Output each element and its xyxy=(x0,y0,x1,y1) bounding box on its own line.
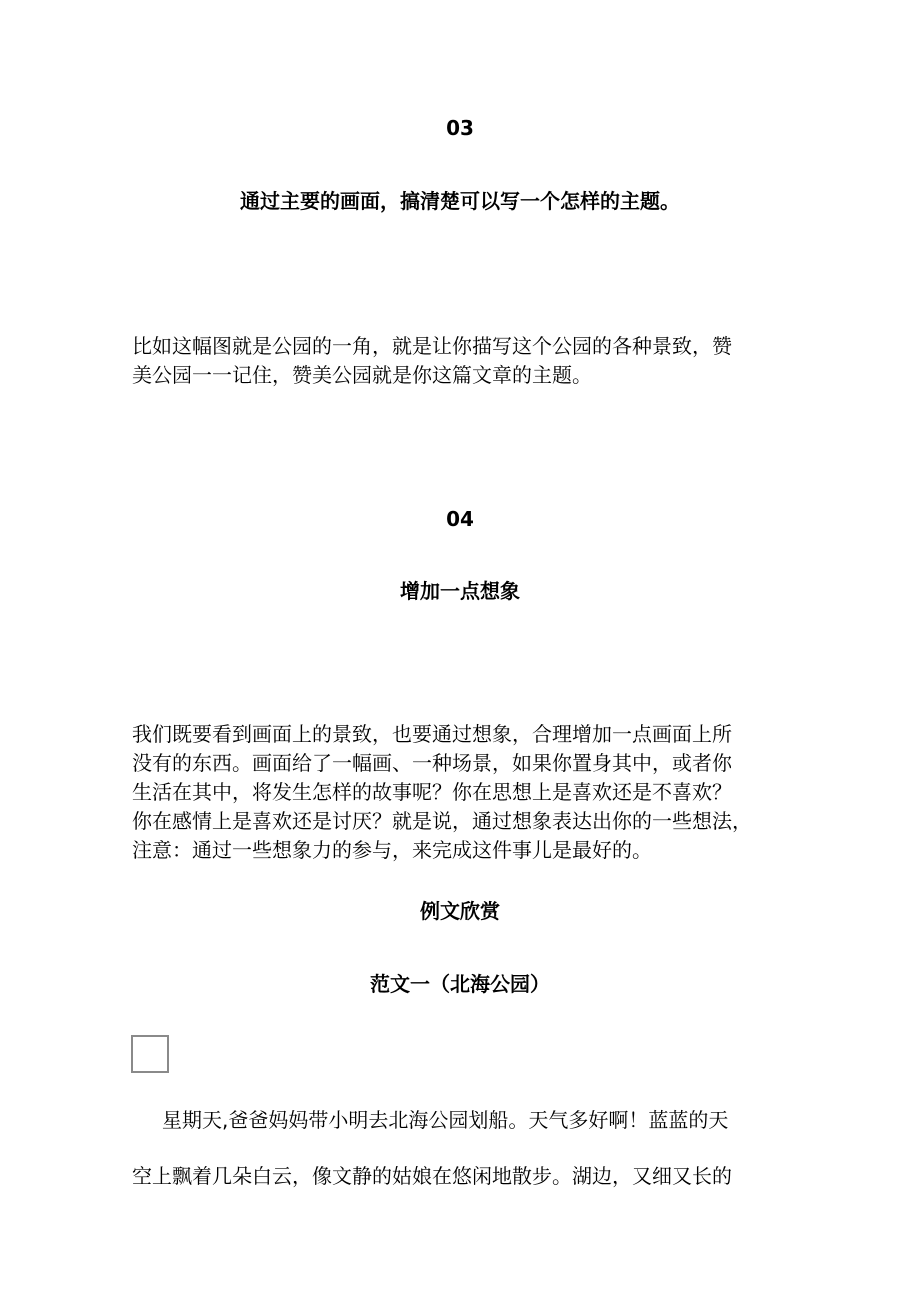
paragraph-line: 生活在其中，将发生怎样的故事呢？你在思想上是喜欢还是不喜欢？ xyxy=(132,780,732,804)
paragraph-theme xyxy=(132,332,804,390)
section-number-04: 04 xyxy=(446,507,474,531)
image-placeholder-icon xyxy=(131,1035,169,1073)
examples-title: 例文欣赏 xyxy=(420,899,500,923)
section-heading-imagination: 增加一点想象 xyxy=(400,579,520,603)
essay-title: 范文一（北海公园） xyxy=(370,972,550,996)
paragraph-line: 你在感情上是喜欢还是讨厌？就是说，通过想象表达出你的一些想法， xyxy=(132,809,752,833)
paragraph-line: 我们既要看到画面上的景致，也要通过想象，合理增加一点画面上所 xyxy=(132,722,732,746)
essay-body xyxy=(132,1092,804,1204)
section-number-03: 03 xyxy=(446,116,474,140)
essay-line: 空上飘着几朵白云，像文静的姑娘在悠闲地散步。湖边，又细又长的 xyxy=(132,1164,732,1188)
paragraph-line: 比如这幅图就是公园的一角，就是让你描写这个公园的各种景致，赞 xyxy=(132,334,732,358)
section-heading-theme: 通过主要的画面，搞清楚可以写一个怎样的主题。 xyxy=(240,189,680,213)
paragraph-line: 美公园一一记住，赞美公园就是你这篇文章的主题。 xyxy=(132,363,592,387)
paragraph-line: 注意：通过一些想象力的参与，来完成这件事儿是最好的。 xyxy=(132,838,652,862)
paragraph-line: 没有的东西。画面给了一幅画、一种场景，如果你置身其中，或者你 xyxy=(132,751,732,775)
essay-line: 星期天,爸爸妈妈带小明去北海公园划船。天气多好啊！蓝蓝的天 xyxy=(162,1108,729,1132)
paragraph-imagination xyxy=(132,720,804,865)
